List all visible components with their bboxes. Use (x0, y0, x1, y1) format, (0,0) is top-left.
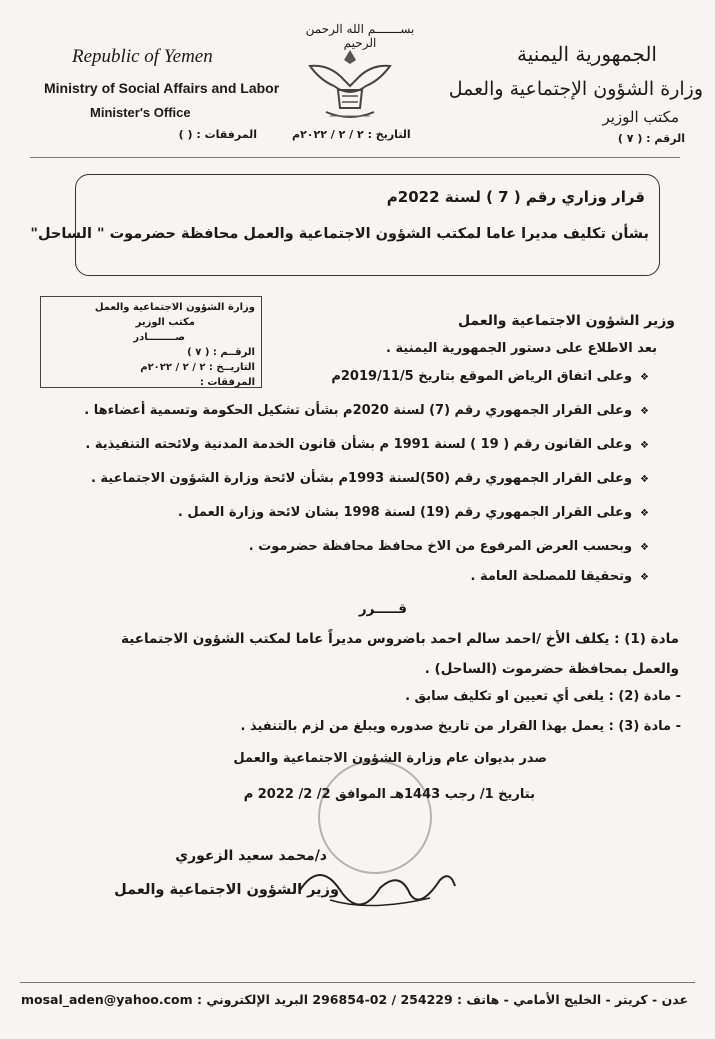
article-1: مادة (1) : يكلف الأخ /احمد سالم احمد باضروس مديراً عاما لمكتب الشؤون الاجتماعية (121, 631, 679, 647)
list-item: ❖وعلى اتفاق الرياض الموقع بتاريخ 2019/11/5م (331, 369, 649, 384)
decree-title: قرار وزاري رقم ( 7 ) لسنة 2022م (386, 188, 645, 206)
list-item: ❖وعلى القانون رقم ( 19 ) لسنة 1991 م بشأن قانون الخدمة المدنية ولائحته التنفيذية . (85, 437, 649, 452)
article-1-continued: والعمل بمحافظة حضرموت (الساحل) . (424, 661, 679, 677)
bullet-icon: ❖ (640, 508, 649, 519)
stamp-number: الرقــم : ( ٧ ) (187, 347, 255, 358)
eagle-emblem-icon (300, 46, 400, 126)
list-item: ❖وبحسب العرض المرفوع من الاخ محافظ محافظة حضرموت . (248, 539, 649, 554)
letterhead-country-en: Republic of Yemen (72, 46, 213, 67)
list-item: ❖وتحقيقا للمصلحة العامة . (470, 569, 649, 584)
issued-at: صدر بديوان عام وزارة الشؤون الاجتماعية والعمل (233, 751, 547, 766)
issued-date: بتاريخ 1/ رجب 1443هـ الموافق 2/ 2/ 2022 م (243, 787, 535, 802)
bullet-icon: ❖ (640, 372, 649, 383)
bullet-icon: ❖ (640, 440, 649, 451)
signatory-position: وزير الشؤون الاجتماعية والعمل (114, 882, 339, 898)
bullet-icon: ❖ (640, 542, 649, 553)
stamp-type: صــــــــادر (133, 332, 185, 343)
letterhead-office-ar: مكتب الوزير (602, 108, 679, 126)
letterhead-ministry-en: Ministry of Social Affairs and Labor (44, 80, 280, 96)
letterhead-ministry-ar: وزارة الشؤون الإجتماعية والعمل (448, 78, 703, 100)
signatory-name: د/محمد سعيد الزعوري (175, 848, 327, 864)
bismillah-text: بســـــــم الله الرحمن الرحيم (305, 22, 415, 50)
letterhead-office-en: Minister's Office (90, 105, 191, 120)
bullet-icon: ❖ (640, 572, 649, 583)
stamp-office: مكتب الوزير (135, 317, 195, 328)
header-divider (30, 157, 680, 158)
stamp-date: التاريــخ : ٢ / ٢ / ٢٠٢٢م (140, 362, 255, 373)
bullet-icon: ❖ (640, 474, 649, 485)
article-3: - مادة (3) : يعمل بهذا القرار من تاريخ صدوره ويبلغ من لزم بالتنفيذ . (240, 719, 681, 734)
list-item: ❖وعلى القرار الجمهوري رقم (7) لسنة 2020م بشأن تشكيل الحكومة وتسمية أعضاءها . (84, 403, 649, 418)
article-2: - مادة (2) : يلغى أي تعيين او تكليف سابق . (405, 689, 681, 704)
bullet-icon: ❖ (640, 406, 649, 417)
letter-date: التاريخ : ٢ / ٢ / ٢٠٢٢م (292, 128, 411, 141)
attachments-field: المرفقات : ( ) (178, 128, 257, 141)
reference-number: الرقم : ( ٧ ) (617, 132, 685, 145)
stamp-ministry: وزارة الشؤون الاجتماعية والعمل (94, 302, 255, 313)
list-item: ❖وعلى القرار الجمهوري رقم (19) لسنة 1998 بشان لائحة وزارة العمل . (177, 505, 649, 520)
decision-heading: قـــــرر (358, 601, 407, 617)
footer-contact: عدن - كريتر - الخليج الأمامي - هاتف : 254229 / 02-296854 البريد الإلكتروني : mosal_aden@yahoo.com (20, 992, 688, 1007)
preamble: بعد الاطلاع على دستور الجمهورية اليمنية . (386, 341, 657, 356)
stamp-attachments: المرفقات : (199, 377, 255, 388)
list-item: ❖وعلى القرار الجمهوري رقم (50)لسنة 1993م بشأن لائحة وزارة الشؤون الاجتماعية . (90, 471, 649, 486)
minister-heading: وزير الشؤون الاجتماعية والعمل (457, 313, 675, 329)
footer-divider (20, 982, 695, 983)
decree-subject: بشأن تكليف مديرا عاما لمكتب الشؤون الاجتماعية والعمل محافظة حضرموت " الساحل" (30, 226, 649, 242)
letterhead-country-ar: الجمهورية اليمنية (516, 42, 657, 66)
